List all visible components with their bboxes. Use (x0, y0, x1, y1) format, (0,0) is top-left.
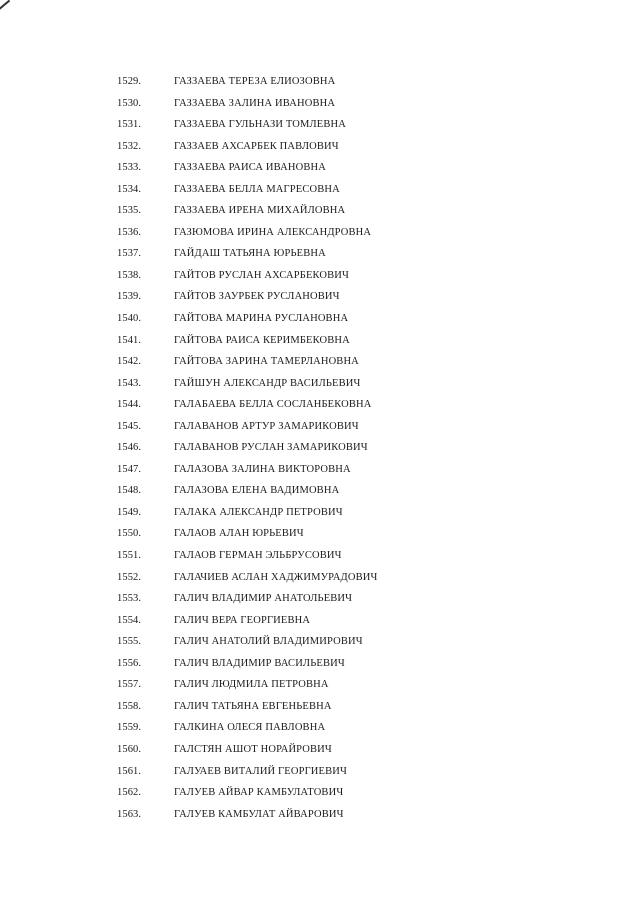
entry-name: ГАЗЗАЕВА ИРЕНА МИХАЙЛОВНА (174, 205, 346, 217)
list-item (0, 180, 639, 202)
list-item (0, 72, 639, 94)
entry-name: ГАЗЗАЕВА РАИСА ИВАНОВНА (174, 162, 326, 174)
entry-number: 1553. (117, 593, 142, 605)
entry-number: 1556. (117, 657, 142, 669)
entry-number: 1544. (117, 399, 142, 411)
entry-name: ГАЗЗАЕВ АХСАРБЕК ПАВЛОВИЧ (174, 140, 339, 152)
entry-name: ГАЙДАШ ТАТЬЯНА ЮРЬЕВНА (174, 248, 326, 260)
list-item (0, 287, 639, 309)
list-item (0, 783, 639, 805)
entry-name: ГАЛУЕВ АЙВАР КАМБУЛАТОВИЧ (174, 787, 344, 799)
list-item (0, 589, 639, 611)
list-item (0, 309, 639, 331)
entry-name: ГАЛАКА АЛЕКСАНДР ПЕТРОВИЧ (174, 506, 343, 518)
entry-number: 1530. (117, 97, 142, 109)
entry-number: 1554. (117, 614, 142, 626)
entry-number: 1540. (117, 313, 142, 325)
entry-number: 1551. (117, 550, 142, 562)
entry-name: ГАЛАОВ АЛАН ЮРЬЕВИЧ (174, 528, 304, 540)
entry-name: ГАЛКИНА ОЛЕСЯ ПАВЛОВНА (174, 722, 326, 734)
list-item (0, 762, 639, 784)
entry-number: 1539. (117, 291, 142, 303)
list-item (0, 805, 639, 827)
list-item (0, 331, 639, 353)
list-item (0, 718, 639, 740)
entry-name: ГАЛАЗОВА ЕЛЕНА ВАДИМОВНА (174, 485, 340, 497)
entry-name: ГАЗЗАЕВА ТЕРЕЗА ЕЛИОЗОВНА (174, 76, 336, 87)
list-item (0, 115, 639, 137)
list-item (0, 417, 639, 439)
list-item (0, 524, 639, 546)
entry-name: ГАЙТОВА ЗАРИНА ТАМЕРЛАНОВНА (174, 356, 359, 368)
list-item (0, 374, 639, 396)
entry-name: ГАЛАЗОВА ЗАЛИНА ВИКТОРОВНА (174, 463, 351, 475)
entry-name: ГАЗЗАЕВА ГУЛЬНАЗИ ТОМЛЕВНА (174, 119, 346, 131)
list-item (0, 632, 639, 654)
entry-name: ГАЛИЧ ВЛАДИМИР АНАТОЛЬЕВИЧ (174, 593, 353, 605)
entry-number: 1541. (117, 334, 142, 346)
entry-number: 1545. (117, 420, 142, 432)
list-item (0, 137, 639, 159)
list-item (0, 266, 639, 288)
entry-number: 1538. (117, 269, 142, 281)
entry-number: 1548. (117, 485, 142, 497)
list-item (0, 654, 639, 676)
list-item (0, 94, 639, 116)
entry-name: ГАЙТОВ РУСЛАН АХСАРБЕКОВИЧ (174, 269, 349, 281)
entry-number: 1537. (117, 248, 142, 260)
entry-name: ГАЛАВАНОВ АРТУР ЗАМАРИКОВИЧ (174, 420, 359, 432)
list-item (0, 460, 639, 482)
corner-scan-mark (0, 0, 10, 10)
list-item (0, 546, 639, 568)
entry-number: 1550. (117, 528, 142, 540)
entry-name: ГАЛУЕВ КАМБУЛАТ АЙВАРОВИЧ (174, 808, 344, 820)
list-item (0, 352, 639, 374)
list-item (0, 481, 639, 503)
entry-number: 1552. (117, 571, 142, 583)
entry-number: 1555. (117, 636, 142, 648)
entry-number: 1558. (117, 700, 142, 712)
list-item (0, 740, 639, 762)
entry-number: 1536. (117, 226, 142, 238)
entry-name: ГАЛАБАЕВА БЕЛЛА СОСЛАНБЕКОВНА (174, 399, 372, 411)
entry-number: 1542. (117, 356, 142, 368)
entry-name: ГАЛИЧ ЛЮДМИЛА ПЕТРОВНА (174, 679, 329, 691)
entry-name: ГАЛИЧ ТАТЬЯНА ЕВГЕНЬЕВНА (174, 700, 332, 712)
entry-name: ГАЙШУН АЛЕКСАНДР ВАСИЛЬЕВИЧ (174, 377, 361, 389)
entry-number: 1529. (117, 76, 142, 87)
entry-name: ГАЛИЧ АНАТОЛИЙ ВЛАДИМИРОВИЧ (174, 636, 363, 648)
list-item (0, 503, 639, 525)
entry-name: ГАЛАОВ ГЕРМАН ЭЛЬБРУСОВИЧ (174, 550, 342, 562)
entry-number: 1543. (117, 377, 142, 389)
list-item (0, 568, 639, 590)
name-list (0, 72, 639, 826)
entry-number: 1546. (117, 442, 142, 454)
entry-number: 1560. (117, 743, 142, 755)
list-item (0, 697, 639, 719)
entry-number: 1549. (117, 506, 142, 518)
list-item (0, 438, 639, 460)
entry-number: 1534. (117, 183, 142, 195)
entry-name: ГАЛИЧ ВЕРА ГЕОРГИЕВНА (174, 614, 311, 626)
list-item (0, 201, 639, 223)
entry-number: 1531. (117, 119, 142, 131)
list-item (0, 244, 639, 266)
entry-number: 1532. (117, 140, 142, 152)
entry-number: 1562. (117, 787, 142, 799)
entry-name: ГАЛУАЕВ ВИТАЛИЙ ГЕОРГИЕВИЧ (174, 765, 347, 777)
list-item (0, 611, 639, 633)
entry-name: ГАЗЮМОВА ИРИНА АЛЕКСАНДРОВНА (174, 226, 372, 238)
entry-number: 1559. (117, 722, 142, 734)
list-item (0, 158, 639, 180)
list-item (0, 395, 639, 417)
entry-number: 1533. (117, 162, 142, 174)
entry-number: 1547. (117, 463, 142, 475)
entry-name: ГАЛАЧИЕВ АСЛАН ХАДЖИМУРАДОВИЧ (174, 571, 378, 583)
entry-name: ГАЗЗАЕВА ЗАЛИНА ИВАНОВНА (174, 97, 336, 109)
entry-name: ГАЙТОВА РАИСА КЕРИМБЕКОВНА (174, 334, 350, 346)
list-item (0, 675, 639, 697)
list-item (0, 223, 639, 245)
entry-name: ГАЛСТЯН АШОТ НОРАЙРОВИЧ (174, 743, 332, 755)
entry-name: ГАЗЗАЕВА БЕЛЛА МАГРЕСОВНА (174, 183, 340, 195)
entry-name: ГАЛАВАНОВ РУСЛАН ЗАМАРИКОВИЧ (174, 442, 368, 454)
entry-name: ГАЙТОВА МАРИНА РУСЛАНОВНА (174, 313, 349, 325)
entry-number: 1535. (117, 205, 142, 217)
entry-number: 1561. (117, 765, 142, 777)
entry-name: ГАЛИЧ ВЛАДИМИР ВАСИЛЬЕВИЧ (174, 657, 345, 669)
entry-name: ГАЙТОВ ЗАУРБЕК РУСЛАНОВИЧ (174, 291, 340, 303)
entry-number: 1563. (117, 808, 142, 820)
entry-number: 1557. (117, 679, 142, 691)
